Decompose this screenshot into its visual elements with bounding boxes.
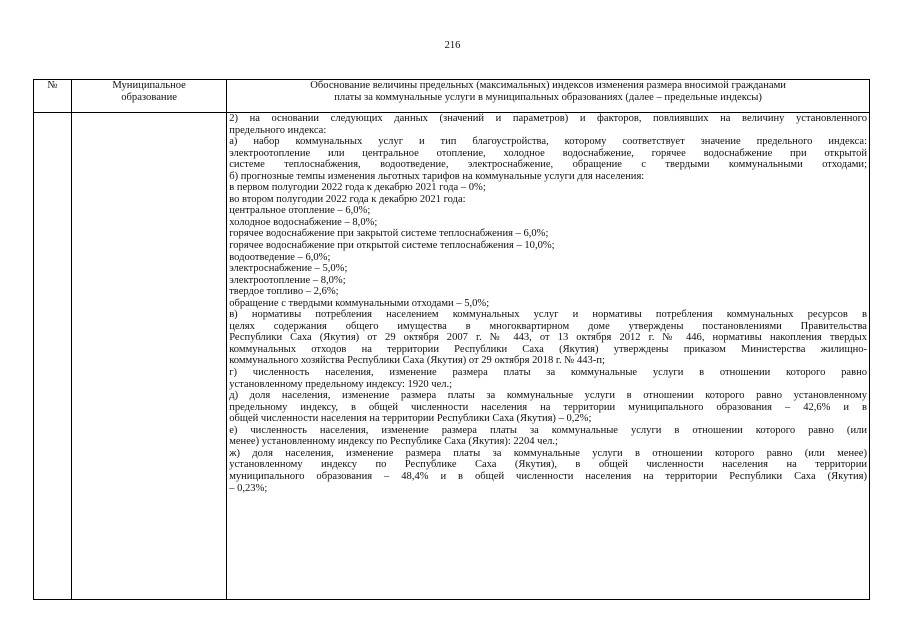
text-line: предельному индексу, в общей численности населения на территории муниципального образования – 42,6% и в bbox=[229, 401, 867, 413]
text-line: в) нормативы потребления населением коммунальных услуг и нормативы потребления коммунальных ресурсов в bbox=[229, 309, 867, 321]
text-line: водоотведение – 6,0%; bbox=[229, 251, 331, 263]
header-basis-line2: платы за коммунальные услуги в муниципальных образованиях (далее – предельные индексы) bbox=[334, 92, 762, 103]
text-line: е) численность населения, изменение размера платы за коммунальные услуги в отношении которого равно (или bbox=[229, 424, 867, 436]
header-number bbox=[34, 80, 72, 113]
header-municipality bbox=[72, 80, 227, 113]
header-number-label: № bbox=[47, 80, 58, 91]
text-line: твердое топливо – 2,6%; bbox=[229, 286, 339, 298]
basis-text bbox=[227, 113, 869, 494]
text-line: во втором полугодии 2022 года к декабрю 2021 года: bbox=[229, 193, 466, 205]
text-line: муниципального образования – 48,4% и в общей численности населения на территории Республики Саха (Якутия) bbox=[229, 470, 867, 482]
text-line: менее) установленному индексу по Республике Саха (Якутия): 2204 чел.; bbox=[229, 436, 558, 448]
text-line: б) прогнозные темпы изменения льготных тарифов на коммунальные услуги для населения: bbox=[229, 170, 645, 182]
row-number-cell bbox=[34, 113, 72, 600]
text-line: а) набор коммунальных услуг и тип благоустройства, которому соответствует значение предельного индекса: bbox=[229, 136, 867, 148]
text-line: электроотопление – 8,0%; bbox=[229, 274, 346, 286]
header-municipality-line2: образование bbox=[121, 92, 177, 103]
text-line: электроснабжение – 5,0%; bbox=[229, 263, 348, 275]
header-basis-line1: Обоснование величины предельных (максимальных) индексов изменения размера вносимой гражданами bbox=[310, 80, 786, 91]
text-line: в первом полугодии 2022 года к декабрю 2021 года – 0%; bbox=[229, 182, 486, 194]
text-line: холодное водоснабжение – 8,0%; bbox=[229, 216, 378, 228]
row-basis-cell bbox=[227, 113, 870, 600]
text-line: Республики Саха (Якутия) от 29 октября 2007 г. № 443, от 13 октября 2012 г. № 446, нормативы накопления твердых bbox=[229, 332, 867, 344]
text-line: коммунального хозяйства Республики Саха (Якутия) от 29 октября 2018 г. № 443-п; bbox=[229, 355, 605, 367]
text-line: горячее водоснабжение при закрытой системе теплоснабжения – 6,0%; bbox=[229, 228, 549, 240]
table-row bbox=[34, 113, 870, 600]
text-line: 2) на основании следующих данных (значений и параметров) и факторов, повлиявших на величину установленного bbox=[229, 113, 867, 124]
header-basis bbox=[227, 80, 870, 113]
text-line: обращение с твердыми коммунальными отходами – 5,0%; bbox=[229, 297, 490, 309]
text-line: д) доля населения, изменение размера платы за коммунальные услуги в отношении которого равно установленному bbox=[229, 390, 867, 402]
text-line: общей численности населения на территории Республики Саха (Якутия) – 0,2%; bbox=[229, 413, 592, 425]
text-line: целях содержания общего имущества в многоквартирном доме утверждены постановлениями Правительства bbox=[229, 320, 867, 332]
header-municipality-line1: Муниципальное bbox=[112, 80, 186, 91]
page-number: 216 bbox=[444, 40, 461, 51]
index-justification-table bbox=[33, 79, 870, 600]
text-line: установленному предельному индексу: 1920 чел.; bbox=[229, 378, 453, 390]
text-line: г) численность населения, изменение размера платы за коммунальные услуги в отношении которого равно bbox=[229, 367, 867, 379]
text-line: электроотопление или центральное отопление, холодное водоснабжение, горячее водоснабжение при открытой bbox=[229, 147, 867, 159]
text-line: – 0,23%; bbox=[229, 482, 268, 494]
text-line: ж) доля населения, изменение размера платы за коммунальные услуги в отношении которого равно (или менее) bbox=[229, 447, 867, 459]
text-line: центральное отопление – 6,0%; bbox=[229, 205, 371, 217]
table-header-row bbox=[34, 80, 870, 113]
text-line: системе теплоснабжения, водоотведение, электроснабжение, обращение с твердыми коммунальными отходами; bbox=[229, 159, 867, 171]
text-line: установленному индексу по Республике Саха (Якутия), в общей численности населения на территории bbox=[229, 459, 867, 471]
text-line: предельного индекса: bbox=[229, 124, 327, 136]
row-municipality-cell bbox=[72, 113, 227, 600]
text-line: коммунальных отходов на территории Республики Саха (Якутия) утверждены приказом Министерства жилищно- bbox=[229, 343, 867, 355]
text-line: горячее водоснабжение при открытой системе теплоснабжения – 10,0%; bbox=[229, 240, 555, 252]
